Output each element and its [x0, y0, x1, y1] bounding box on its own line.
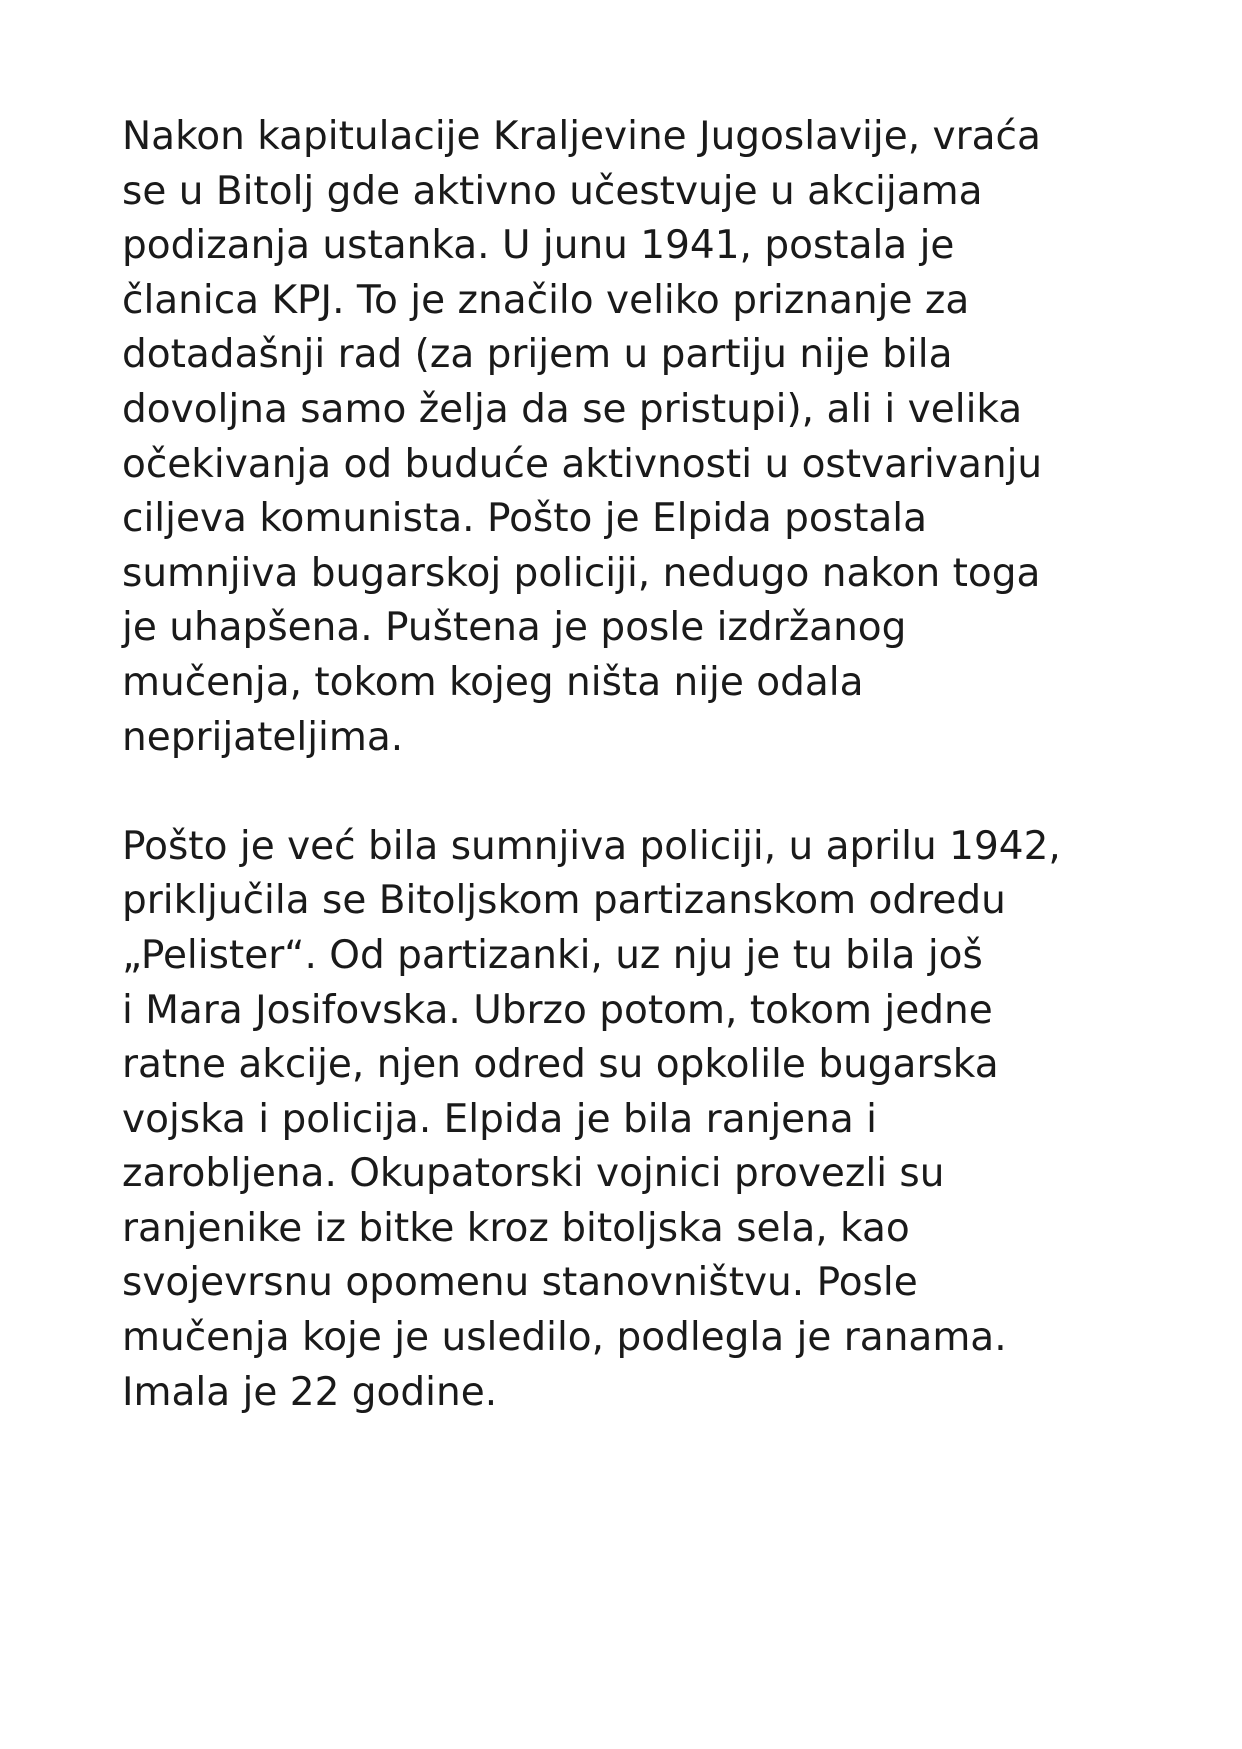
text-line: svojevrsnu opomenu stanovništvu. Posle — [122, 1260, 918, 1306]
text-line: Imala je 22 godine. — [122, 1369, 498, 1415]
text-line: mučenja koje je usledilo, podlegla je ranama. — [122, 1315, 1007, 1361]
text-line: očekivanja od buduće aktivnosti u ostvarivanju — [122, 441, 1043, 487]
text-line: je uhapšena. Puštena je posle izdržanog — [122, 605, 907, 651]
text-line: „Pelister“. Od partizanki, uz nju je tu bila još — [122, 932, 983, 978]
text-line: članica KPJ. To je značilo veliko priznanje za — [122, 277, 970, 323]
body-text — [122, 110, 1122, 1420]
text-line: se u Bitolj gde aktivno učestvuje u akcijama — [122, 168, 983, 214]
text-line: sumnjiva bugarskoj policiji, nedugo nakon toga — [122, 550, 1041, 596]
text-line: ciljeva komunista. Pošto je Elpida postala — [122, 496, 928, 542]
text-line: zarobljena. Okupatorski vojnici provezli su — [122, 1151, 945, 1197]
text-line: ratne akcije, njen odred su opkolile bugarska — [122, 1042, 999, 1088]
text-line: dovoljna samo želja da se pristupi), ali i velika — [122, 386, 1023, 432]
text-line: vojska i policija. Elpida je bila ranjena i — [122, 1096, 878, 1142]
text-line: ranjenike iz bitke kroz bitoljska sela, kao — [122, 1205, 910, 1251]
text-line: mučenja, tokom kojeg ništa nije odala — [122, 659, 864, 705]
text-line: Pošto je već bila sumnjiva policiji, u aprilu 1942, — [122, 823, 1061, 869]
text-line: i Mara Josifovska. Ubrzo potom, tokom jedne — [122, 987, 993, 1033]
text-line: podizanja ustanka. U junu 1941, postala je — [122, 223, 955, 269]
text-line: dotadašnji rad (za prijem u partiju nije bila — [122, 332, 953, 378]
text-line: neprijateljima. — [122, 714, 404, 760]
text-line: Nakon kapitulacije Kraljevine Jugoslavije, vraća — [122, 114, 1041, 159]
text-line: priključila se Bitoljskom partizanskom odredu — [122, 878, 1006, 924]
paragraph-capitulation — [122, 110, 1122, 765]
paragraph-partisan-unit — [122, 820, 1122, 1421]
